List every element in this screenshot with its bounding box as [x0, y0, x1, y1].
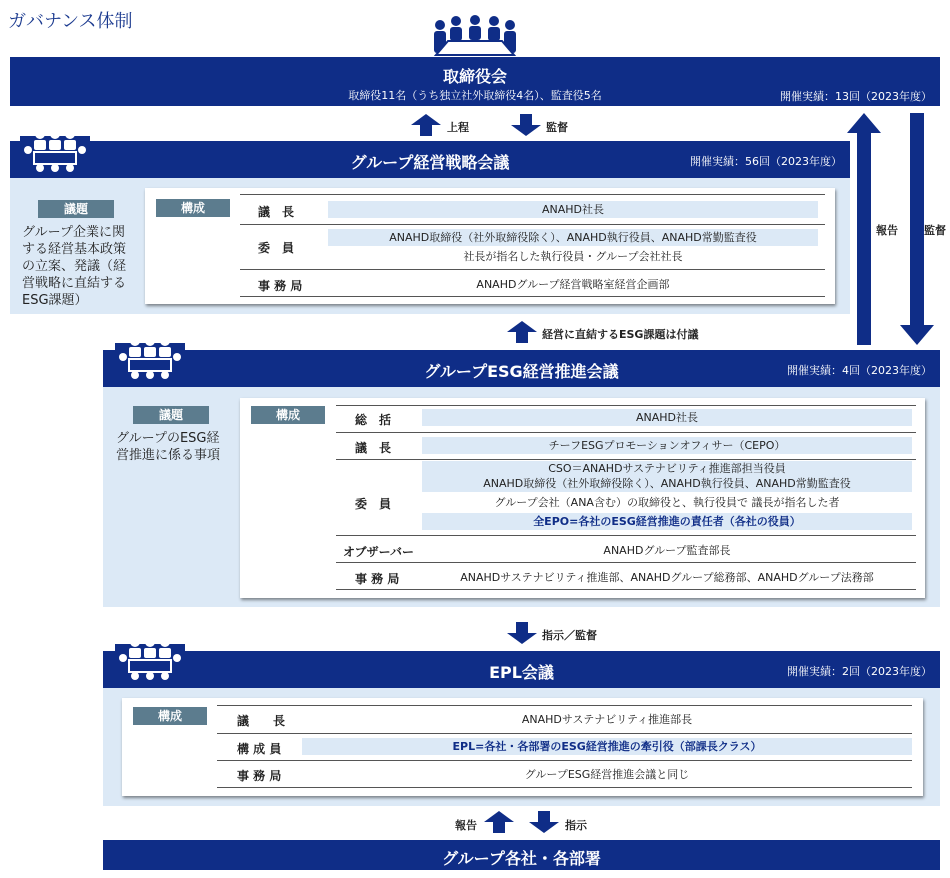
esg-icon	[115, 335, 185, 383]
divider	[217, 733, 912, 734]
gms-row-label: 事 務 局	[258, 279, 303, 293]
divider	[336, 405, 916, 406]
divider	[336, 562, 916, 563]
gms-row-value: ANAHD社長	[328, 201, 818, 218]
side-supervise-label: 監督	[924, 224, 946, 237]
divider	[217, 787, 912, 788]
divider	[240, 194, 825, 195]
esg-row-value: ANAHDサステナビリティ推進部、ANAHDグループ総務部、ANAHDグループ法務部	[460, 571, 874, 584]
gms-row-label: 議 長	[258, 205, 295, 219]
divider	[336, 432, 916, 433]
esg-bar	[103, 350, 940, 387]
esg-row-value: ANAHDグループ監査部長	[603, 544, 731, 557]
arrow-up-icon	[484, 811, 514, 833]
board-members: 取締役11名（うち独立社外取締役4名）、監査役5名	[348, 89, 602, 102]
footer-bar	[103, 840, 940, 870]
epl-bar	[103, 651, 940, 688]
gms-bar	[10, 141, 850, 178]
esg-row-label: 議 長	[355, 441, 392, 455]
board-bar	[10, 57, 940, 106]
epl-row-label: 構 成 員	[237, 742, 282, 756]
arrow-report-label: 報告	[455, 819, 477, 832]
divider	[336, 459, 916, 460]
page-title: ガバナンス体制	[8, 11, 133, 32]
esg-row-value: グループ会社（ANA含む）の取締役と、執行役員で 議長が指名した者	[494, 496, 840, 509]
arrow-down-icon	[507, 622, 537, 644]
gms-agenda-tag: 議題	[38, 200, 114, 218]
arrow-submit-label: 上程	[447, 121, 469, 134]
divider	[336, 535, 916, 536]
gms-row-value: ANAHDグループ経営戦略室経営企画部	[476, 278, 670, 291]
esg-row-value: ANAHD社長	[422, 409, 912, 426]
board-meetings: 開催実績：13回（2023年度）	[780, 90, 932, 103]
divider	[217, 705, 912, 706]
gms-row-value: 社長が指名した執行役員・グループ会社社長	[463, 250, 683, 263]
divider	[240, 296, 825, 297]
arrow-up-icon	[507, 321, 537, 343]
esg-row-label: 委 員	[355, 497, 392, 511]
esg-agenda: グループのESG経営推進に係る事項	[116, 431, 221, 463]
esg-row-value-highlight: 全EPO=各社のESG経営推進の責任者（各社の役員）	[422, 513, 912, 530]
epl-row-value: ANAHDサステナビリティ推進部長	[521, 713, 693, 726]
epl-row-label: 議 長	[237, 714, 286, 728]
epl-title: EPL会議	[489, 663, 554, 682]
arrow-esg-label: 経営に直結するESG課題は付議	[542, 328, 699, 341]
esg-title: グループESG経営推進会議	[424, 362, 619, 381]
esg-meetings: 開催実績：4回（2023年度）	[787, 364, 932, 377]
gms-agenda: グループ企業に関する経営基本政策の立案、発議（経営戦略に直結するESG課題）	[22, 225, 127, 308]
gms-icon	[20, 128, 90, 176]
esg-row-label: 事 務 局	[355, 572, 400, 586]
divider	[217, 760, 912, 761]
arrow-up-icon	[411, 114, 441, 136]
esg-row-label: 総 括	[355, 413, 392, 427]
epl-row-label: 事 務 局	[237, 769, 282, 783]
epl-row-value-highlight: EPL=各社・各部署のESG経営推進の牽引役（部課長クラス）	[302, 738, 912, 755]
arrow-supervise-label: 監督	[546, 121, 568, 134]
divider	[336, 589, 916, 590]
divider	[240, 269, 825, 270]
divider	[240, 224, 825, 225]
esg-row-label: オブザーバー	[343, 545, 415, 559]
gms-row-value: ANAHD取締役（社外取締役除く）、ANAHD執行役員、ANAHD常勤監査役	[328, 229, 818, 246]
board-icon	[430, 15, 520, 57]
epl-icon	[115, 636, 185, 684]
esg-comp-tag: 構成	[251, 406, 325, 424]
gms-row-label: 委 員	[258, 241, 295, 255]
gms-comp-tag: 構成	[156, 199, 230, 217]
arrow-down-icon	[529, 811, 559, 833]
side-report-label: 報告	[876, 224, 898, 237]
esg-agenda-tag: 議題	[133, 406, 209, 424]
arrow-instruct-label: 指示	[565, 819, 587, 832]
footer-title: グループ各社・各部署	[442, 849, 601, 868]
arrow-down-icon	[511, 114, 541, 136]
esg-row-value: CSO＝ANAHDサステナビリティ推進部担当役員	[422, 461, 912, 476]
esg-row-value: ANAHD取締役（社外取締役除く）、ANAHD執行役員、ANAHD常勤監査役	[422, 476, 912, 492]
board-title: 取締役会	[442, 67, 507, 86]
esg-row-value: チーフESGプロモーションオフィサー（CEPO）	[422, 437, 912, 454]
epl-meetings: 開催実績：2回（2023年度）	[787, 665, 932, 678]
gms-title: グループ経営戦略会議	[350, 153, 510, 172]
gms-meetings: 開催実績：56回（2023年度）	[690, 155, 842, 168]
arrow-epl-label: 指示／監督	[542, 629, 597, 642]
epl-row-value: グループESG経営推進会議と同じ	[524, 768, 690, 781]
epl-comp-tag: 構成	[133, 707, 207, 725]
